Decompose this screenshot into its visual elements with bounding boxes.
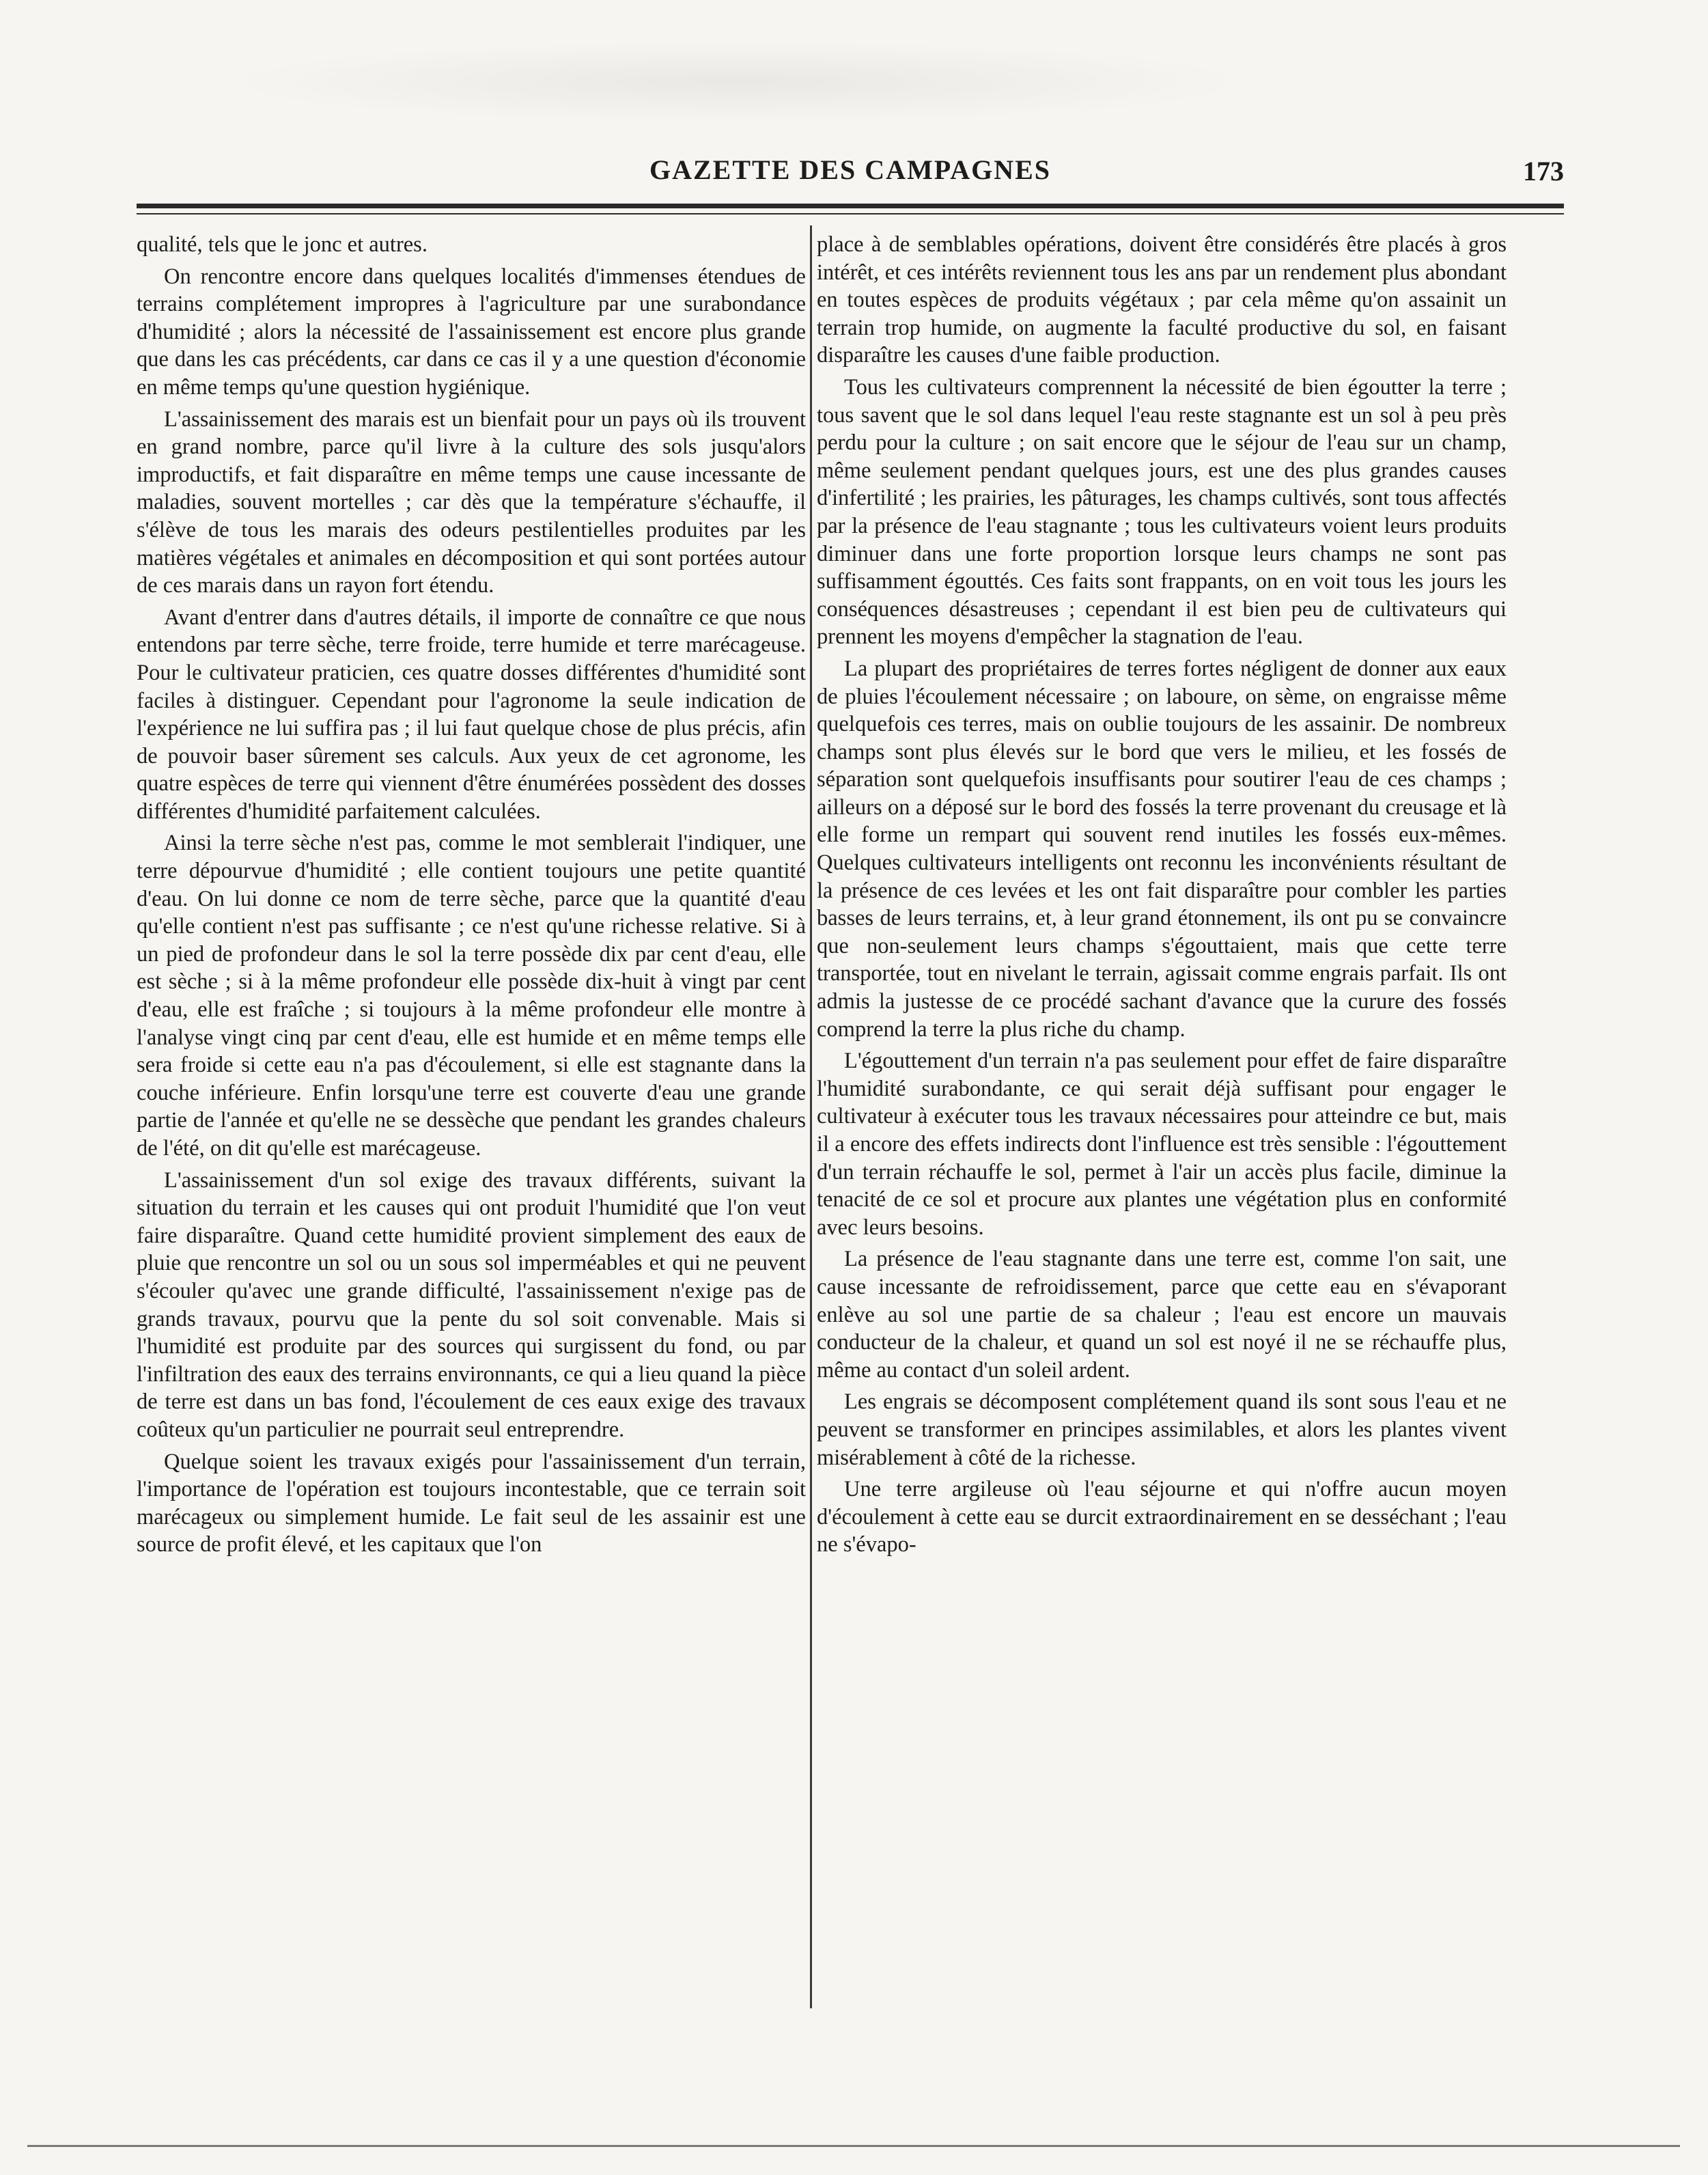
paragraph: Quelque soient les travaux exigés pour l'assainissement d'un terrain, l'importance de l'opération est toujours incontestable, que ce terrain soit marécageux ou simplement humide. Le fait seul de les assainir est une source de profit élevé, et les capitaux que l'on <box>137 1449 806 1557</box>
left-column <box>137 231 806 2007</box>
paragraph: La présence de l'eau stagnante dans une terre est, comme l'on sait, une cause incessante de refroidissement, parce que cette eau en s'évaporant enlève au sol une partie de sa chaleur ; l'eau est encore un mauvais conducteur de la chaleur, et quand un sol est noyé il ne se réchauffe plus, même au contact d'un soleil ardent. <box>817 1247 1507 1383</box>
paragraph: On rencontre encore dans quelques localités d'immenses étendues de terrains complétement impropres à l'agriculture par une surabondance d'humidité ; alors la nécessité de l'assainissement est encore plus grande que dans les cas précédents, car dans ce cas il y a une question d'économie en même temps qu'une question hygiénique. <box>137 264 806 400</box>
page-header <box>137 154 1564 195</box>
column-divider <box>810 225 812 2008</box>
paragraph: L'égouttement d'un terrain n'a pas seulement pour effet de faire disparaître l'humidité surabondante, ce qui serait déjà suffisant pour engager le cultivateur à exécuter tous les travaux nécessaires pour atteindre ce but, mais il a encore des effets indirects dont l'influence est très sensible : l'égouttement d'un terrain réchauffe le sol, permet à l'air un accès plus facile, diminue la tenacité de ce sol et procure aux plantes une végétation plus en conformité avec leurs besoins. <box>817 1049 1507 1240</box>
scan-smudge <box>225 41 1250 123</box>
header-rule-thick <box>137 204 1564 208</box>
bottom-edge-rule <box>27 2145 1680 2147</box>
paragraph: Avant d'entrer dans d'autres détails, il importe de connaître ce que nous entendons par terre sèche, terre froide, terre humide et terre marécageuse. Pour le cultivateur praticien, ces quatre dosses différentes d'humidité sont faciles à distinguer. Cependant pour l'agronome la seule indication de l'expérience ne lui suffira pas ; il lui faut quelque chose de plus précis, afin de pouvoir baser sûrement ses calculs. Aux yeux de cet agronome, les quatre espèces de terre qui viennent d'être énumérées possèdent des dosses différentes d'humidité parfaitement calculées. <box>137 605 806 824</box>
paragraph: L'assainissement d'un sol exige des travaux différents, suivant la situation du terrain et les causes qui ont produit l'humidité que l'on veut faire disparaître. Quand cette humidité provient simplement des eaux de pluie que rencontre un sol ou un sous sol imperméables et qui ne peuvent s'écouler qu'avec une grande difficulté, l'assainissement n'exige pas de grands travaux, pourvu que la pente du sol soit convenable. Mais si l'humidité est produite par des sources qui surgissent du fond, ou par l'infiltration des eaux des terrains environnants, ce qui a lieu quand la pièce de terre est dans un bas fond, l'écoulement de ces eaux exige des travaux coûteux qu'un particulier ne pourrait seul entreprendre. <box>137 1167 806 1442</box>
paragraph: Les engrais se décomposent complétement quand ils sont sous l'eau et ne peuvent se transformer en principes assimilables, et alors les plantes vivent misérablement à côté de la richesse. <box>817 1389 1507 1470</box>
paragraph: place à de semblables opérations, doivent être considérés être placés à gros intérêt, et ces intérêts reviennent tous les ans par un rendement plus abondant en toutes espèces de produits végétaux ; par cela même qu'on assainit un terrain trop humide, on augmente la faculté productive du sol, en faisant disparaître les causes d'une faible production. <box>817 232 1507 368</box>
paragraph: Tous les cultivateurs comprennent la nécessité de bien égoutter la terre ; tous savent que le sol dans lequel l'eau reste stagnante est un sol à peu près perdu pour la culture ; on sait encore que le séjour de l'eau sur un champ, même seulement pendant quelques jours, est une des plus grandes causes d'infertilité ; les prairies, les pâturages, les champs cultivés, sont tous affectés par la présence de l'eau stagnante ; tous les cultivateurs voient leurs produits diminuer dans une forte proportion lorsque leurs champs ne sont pas suffisamment égouttés. Ces faits sont frappants, on en voit tous les jours les conséquences désastreuses ; cependant il est bien peu de cultivateurs qui prennent les moyens d'empêcher la stagnation de l'eau. <box>817 374 1507 650</box>
right-column <box>817 231 1507 2007</box>
paragraph: Ainsi la terre sèche n'est pas, comme le mot semblerait l'indiquer, une terre dépourvue d'humidité ; elle contient toujours une petite quantité d'eau. On lui donne ce nom de terre sèche, parce que la quantité d'eau qu'elle contient n'est pas suffisante ; ce n'est qu'une richesse relative. Si à un pied de profondeur dans le sol la terre possède dix par cent d'eau, elle est sèche ; si à la même profondeur elle possède dix-huit à vingt par cent d'eau, elle est fraîche ; si toujours à la même profondeur elle montre à l'analyse vingt cinq par cent d'eau, elle est humide et en même temps elle sera froide si cette eau n'a pas d'écoulement, si elle est stagnante dans la couche inférieure. Enfin lorsqu'une terre est couverte d'eau une grande partie de l'année et qu'elle ne se dessèche que pendant les grandes chaleurs de l'été, on dit qu'elle est marécageuse. <box>137 831 806 1161</box>
paragraph: Une terre argileuse où l'eau séjourne et qui n'offre aucun moyen d'écoulement à cette eau se durcit extraordinairement en se desséchant ; l'eau ne s'évapo- <box>817 1477 1507 1557</box>
header-rule-thin <box>137 213 1564 214</box>
running-head: GAZETTE DES CAMPAGNES <box>649 154 1051 185</box>
paragraph: qualité, tels que le jonc et autres. <box>137 232 428 257</box>
paragraph: L'assainissement des marais est un bienfait pour un pays où ils trouvent en grand nombre, parce qu'il livre à la culture des sols jusqu'alors improductifs, et fait disparaître en même temps une cause incessante de maladies, souvent mortelles ; car dès que la température s'échauffe, il s'élève de tous les marais des odeurs pestilentielles produites par les matières végétales et animales en décomposition et qui sont portées autour de ces marais dans un rayon fort étendu. <box>137 406 806 598</box>
page-number: 173 <box>1523 156 1564 186</box>
paragraph: La plupart des propriétaires de terres fortes négligent de donner aux eaux de pluies l'écoulement nécessaire ; on laboure, on sème, on engraisse même quelquefois ces terres, mais on oublie toujours de les assainir. De nombreux champs sont plus élevés sur le bord que vers le milieu, et les fossés de séparation sont quelquefois insuffisants pour soutirer l'eau de ces champs ; ailleurs on a déposé sur le bord des fossés la terre provenant du creusage et là elle forme un rempart qui souvent rend inutiles les fossés eux-mêmes. Quelques cultivateurs intelligents ont reconnu les inconvénients résultant de la présence de ces levées et les ont fait disparaître pour combler les parties basses de leurs terrains, et, à leur grand étonnement, ils ont pu se convaincre que non-seulement leurs champs s'égouttaient, mais que cette terre transportée, tout en nivelant le terrain, agissait comme engrais parfait. Ils ont admis la justesse de ce procédé sachant d'avance que la curure des fossés comprend la terre la plus riche du champ. <box>817 656 1507 1042</box>
